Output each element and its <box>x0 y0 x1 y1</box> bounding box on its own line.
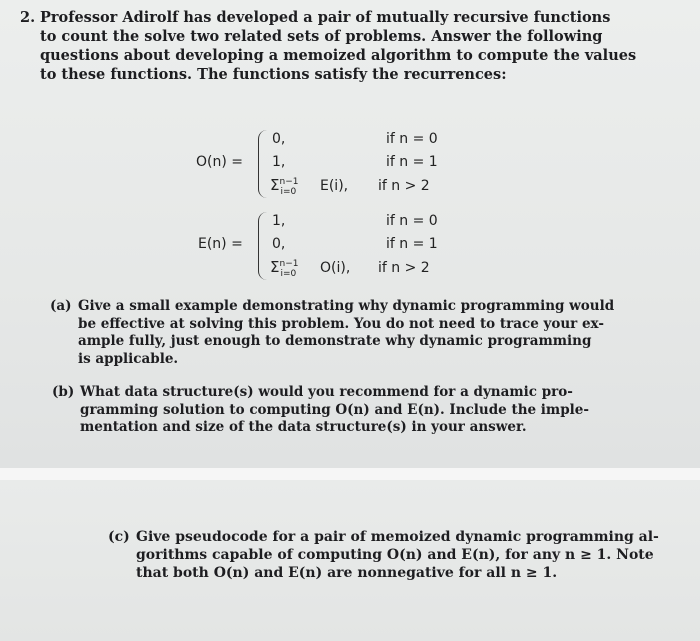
E-case-2-condition: if n > 2 <box>378 260 430 276</box>
E-case-0-value: 1, <box>272 213 286 229</box>
intro-line-4: to these functions. The functions satisfy the recurrences: <box>40 66 507 83</box>
part-a-line-1: Give a small example demonstrating why dynamic programming would <box>78 298 615 314</box>
part-c-label: (c) <box>108 529 130 545</box>
E-sum-upper: n−1 <box>279 259 299 269</box>
E-case-1-condition: if n = 1 <box>386 236 438 252</box>
part-c-line-3: that both O(n) and E(n) are nonnegative for all n ≥ 1. <box>136 565 558 581</box>
E-case-1-value: 0, <box>272 236 286 252</box>
part-a-line-4: is applicable. <box>78 350 179 367</box>
part-a <box>50 298 658 368</box>
O-case-2-sum: $\Sigma^{n-1}_{i=0}$ <box>270 176 299 197</box>
O-case-1-value: 1, <box>272 154 286 170</box>
O-sum-upper: n−1 <box>279 177 299 187</box>
part-a-line-2: be effective at solving this problem. You do not need to trace your ex- <box>78 315 604 332</box>
O-case-0-condition: if n = 0 <box>386 131 438 147</box>
recurrence-O-lhs: O(n) = <box>196 154 243 170</box>
photo-divider <box>0 468 700 480</box>
question-intro <box>20 8 660 84</box>
E-case-2-sum: $\Sigma^{n-1}_{i=0}$ <box>270 258 299 279</box>
recurrence-E-brace <box>258 212 267 280</box>
part-b <box>52 384 660 437</box>
intro-line-1: Professor Adirolf has developed a pair of mutually recursive functions <box>40 9 611 26</box>
part-c-line-1: Give pseudocode for a pair of memoized dynamic programming al- <box>136 529 659 545</box>
part-c <box>108 528 678 582</box>
O-case-1-condition: if n = 1 <box>386 154 438 170</box>
part-a-label: (a) <box>50 298 72 314</box>
recurrence-E-lhs: E(n) = <box>198 236 243 252</box>
recurrence-O-brace <box>258 130 267 198</box>
O-case-2-term: E(i), <box>320 178 349 194</box>
part-a-line-3: ample fully, just enough to demonstrate why dynamic programming <box>78 333 592 349</box>
part-b-line-2: gramming solution to computing O(n) and E(n). Include the imple- <box>80 401 589 418</box>
part-b-line-1: What data structure(s) would you recommend for a dynamic pro- <box>80 384 573 400</box>
intro-line-3: questions about developing a memoized algorithm to compute the values <box>40 47 637 64</box>
E-case-2-term: O(i), <box>320 260 351 276</box>
question-number: 2. <box>20 9 36 26</box>
bottom-photo-section <box>0 480 700 641</box>
part-b-line-3: mentation and size of the data structure(s) in your answer. <box>80 419 527 435</box>
O-sum-lower: i=0 <box>280 187 297 197</box>
E-case-0-condition: if n = 0 <box>386 213 438 229</box>
O-case-0-value: 0, <box>272 131 286 147</box>
E-sum-lower: i=0 <box>280 269 297 279</box>
part-b-label: (b) <box>52 384 75 400</box>
intro-line-2: to count the solve two related sets of problems. Answer the following <box>40 28 603 45</box>
O-case-2-condition: if n > 2 <box>378 178 430 194</box>
part-c-line-2: gorithms capable of computing O(n) and E(n), for any n ≥ 1. Note <box>136 547 654 563</box>
